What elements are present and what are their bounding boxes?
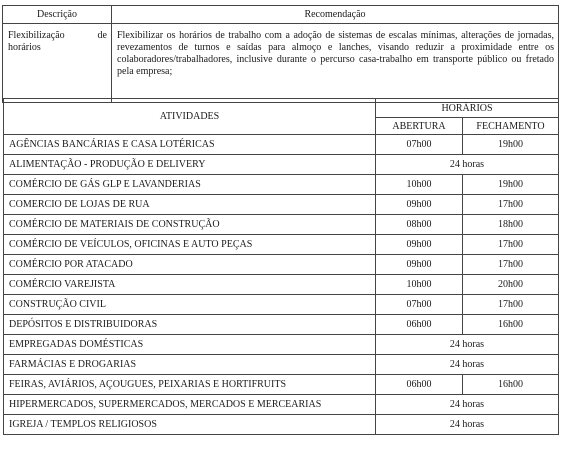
closing-time: 16h00 — [463, 375, 559, 395]
description-cell — [3, 24, 112, 103]
all-day-hours: 24 horas — [376, 155, 559, 175]
table-row — [4, 295, 559, 315]
activity-name: COMERCIO DE LOJAS DE RUA — [4, 195, 376, 215]
table-row — [4, 155, 559, 175]
opening-time: 09h00 — [376, 235, 463, 255]
table-row — [4, 335, 559, 355]
closing-time: 19h00 — [463, 135, 559, 155]
description-line: horários — [8, 42, 41, 53]
closing-time: 20h00 — [463, 275, 559, 295]
activity-name: EMPREGADAS DOMÉSTICAS — [4, 335, 376, 355]
closing-time: 17h00 — [463, 295, 559, 315]
closing-time: 17h00 — [463, 255, 559, 275]
table-row — [4, 195, 559, 215]
all-day-hours: 24 horas — [376, 335, 559, 355]
table-row — [4, 395, 559, 415]
opening-time: 06h00 — [376, 375, 463, 395]
activity-name: DEPÓSITOS E DISTRIBUIDORAS — [4, 315, 376, 335]
opening-time: 10h00 — [376, 175, 463, 195]
recommendation-header: Recomendação — [112, 6, 559, 24]
hours-header: HORÁRIOS — [376, 99, 559, 118]
all-day-hours: 24 horas — [376, 395, 559, 415]
schedule-body — [4, 135, 559, 435]
table-row — [4, 275, 559, 295]
table-row — [4, 375, 559, 395]
all-day-hours: 24 horas — [376, 415, 559, 435]
table-row — [4, 255, 559, 275]
opening-header: ABERTURA — [376, 118, 463, 135]
closing-time: 17h00 — [463, 195, 559, 215]
opening-time: 09h00 — [376, 255, 463, 275]
activities-header: ATIVIDADES — [4, 99, 376, 135]
closing-time: 16h00 — [463, 315, 559, 335]
description-header: Descrição — [3, 6, 112, 24]
schedule-table — [3, 98, 559, 435]
table-row — [4, 135, 559, 155]
table-row — [4, 415, 559, 435]
activity-name: IGREJA / TEMPLOS RELIGIOSOS — [4, 415, 376, 435]
table-row — [4, 235, 559, 255]
closing-header: FECHAMENTO — [463, 118, 559, 135]
recommendation-text: Flexibilizar os horários de trabalho com a adoção de sistemas de escalas mínimas, alterações de jornadas, revezamentos de turnos e saídas para almoço e lanches, visando reduzir a proximidade entre os colaboradores/trabalhadores, inclusive durante o percurso casa-trabalho em transporte público ou fretado pela empresa; — [112, 24, 559, 103]
closing-time: 19h00 — [463, 175, 559, 195]
activity-name: AGÊNCIAS BANCÁRIAS E CASA LOTÉRICAS — [4, 135, 376, 155]
schedule-header-row — [4, 99, 559, 118]
recommendation-row — [3, 24, 559, 103]
opening-time: 10h00 — [376, 275, 463, 295]
table-row — [4, 355, 559, 375]
opening-time: 07h00 — [376, 295, 463, 315]
closing-time: 18h00 — [463, 215, 559, 235]
table-row — [4, 315, 559, 335]
opening-time: 06h00 — [376, 315, 463, 335]
activity-name: FEIRAS, AVIÁRIOS, AÇOUGUES, PEIXARIAS E HORTIFRUITS — [4, 375, 376, 395]
activity-name: COMÉRCIO VAREJISTA — [4, 275, 376, 295]
activity-name: COMÉRCIO DE GÁS GLP E LAVANDERIAS — [4, 175, 376, 195]
opening-time: 07h00 — [376, 135, 463, 155]
recommendation-table — [2, 5, 559, 103]
activity-name: COMÉRCIO DE VEÍCULOS, OFICINAS E AUTO PEÇAS — [4, 235, 376, 255]
recommendation-header-row — [3, 6, 559, 24]
description-line: Flexibilização de — [8, 30, 107, 41]
activity-name: HIPERMERCADOS, SUPERMERCADOS, MERCADOS E MERCEARIAS — [4, 395, 376, 415]
table-row — [4, 215, 559, 235]
all-day-hours: 24 horas — [376, 355, 559, 375]
opening-time: 09h00 — [376, 195, 463, 215]
opening-time: 08h00 — [376, 215, 463, 235]
activity-name: ALIMENTAÇÃO - PRODUÇÃO E DELIVERY — [4, 155, 376, 175]
activity-name: FARMÁCIAS E DROGARIAS — [4, 355, 376, 375]
activity-name: CONSTRUÇÃO CIVIL — [4, 295, 376, 315]
activity-name: COMÉRCIO DE MATERIAIS DE CONSTRUÇÃO — [4, 215, 376, 235]
closing-time: 17h00 — [463, 235, 559, 255]
activity-name: COMÉRCIO POR ATACADO — [4, 255, 376, 275]
table-row — [4, 175, 559, 195]
